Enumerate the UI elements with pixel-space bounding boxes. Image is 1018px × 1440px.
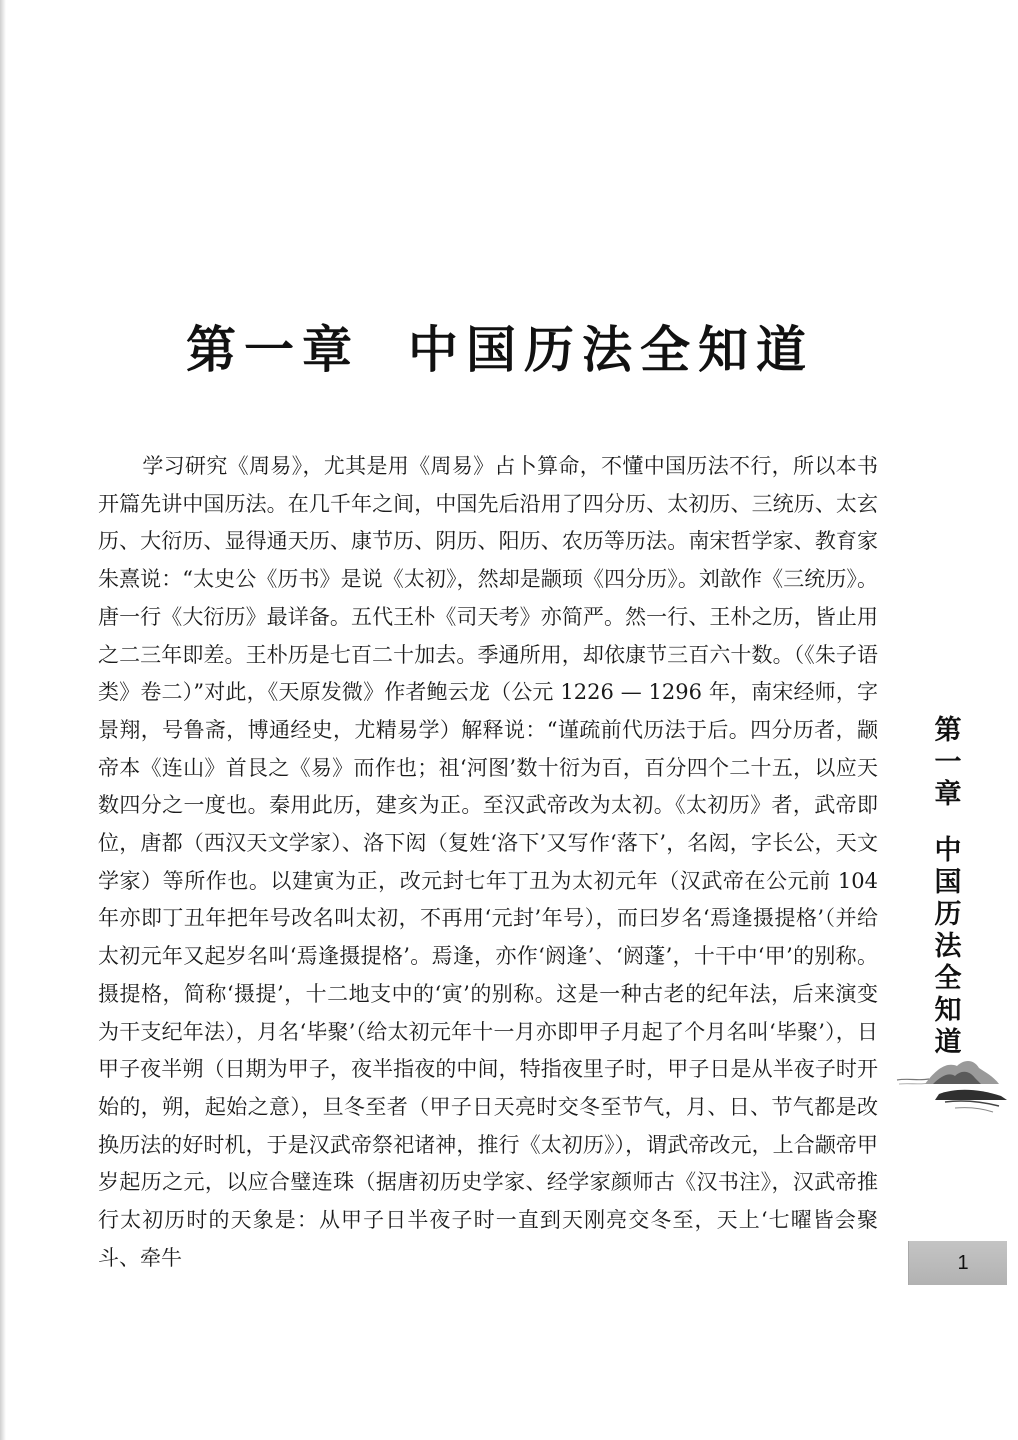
body-paragraph-text: 学习研究《周易》，尤其是用《周易》占卜算命，不懂中国历法不行，所以本书开篇先讲中国历法。在几千年之间，中国先后沿用了四分历、太初历、三统历、太玄历、大衍历、显得通天历、康节历、阴历、阳历、农历等历法。南宋哲学家、教育家朱熹说：“太史公《历书》是说《太初》，然却是颛顼《四分历》。刘歆作《三统历》。唐一行《大衍历》最详备。五代王朴《司天考》亦简严。然一行、王朴之历，皆止用之二三年即差。王朴历是七百二十加去。季通所用，却依康节三百六十数。（《朱子语类》卷二）”对此，《天原发微》作者鲍云龙（公元 1226 — 1296 年，南宋经师，字景翔，号鲁斋，博通经史，尤精易学）解释说：“谨疏前代历法于后。四分历者，颛帝本《连山》首艮之《易》而作也；祖‘河图’数十衍为百，百分四个二十五，以应天数四分之一度也。秦用此历，建亥为正。至汉武帝改为太初。《太初历》者，武帝即位，唐都（西汉天文学家）、洛下闳（复姓‘洛下’又写作‘落下’，名闳，字长公，天文学家）等所作也。以建寅为正，改元封七年丁丑为太初元年（汉武帝在公元前 104 年亦即丁丑年把年号改名叫太初，不再用‘元封’年号），而曰岁名‘焉逢摄提格’（并给太初元年又起岁名叫‘焉逢摄提格’。焉逢，亦作‘阏逢’、‘阏蓬’，十干中‘甲’的别称。摄提格，简称‘摄提’，十二地支中的‘寅’的别称。这是一种古老的纪年法，后来演变为干支纪年法），月名‘毕聚’（给太初元年十一月亦即甲子月起了个月名叫‘毕聚’），日甲子夜半朔（日期为甲子，夜半指夜的中间，特指夜里子时，甲子日是从半夜子时开始的，朔，起始之意），旦冬至者（甲子日天亮时交冬至节气，月、日、节气都是改换历法的好时机，于是汉武帝祭祀诸神，推行《太初历》），谓武帝改元，上合颛帝甲岁起历之元，以应合璧连珠（据唐初历史学家、经学家颜师古《汉书注》，汉武帝推行太初历时的天象是：从甲子日半夜子时一直到天刚亮交冬至，天上‘七曜皆会聚斗、牵牛	[98, 454, 878, 1270]
side-running-head	[930, 715, 966, 1059]
running-head-char: 中	[934, 835, 962, 866]
page-number: 1	[957, 1252, 969, 1274]
landscape-ornament-icon	[895, 1050, 1013, 1120]
running-head-char: 第	[934, 715, 962, 746]
running-head-char: 全	[934, 963, 962, 994]
running-head-gap	[930, 811, 966, 835]
chapter-title	[150, 318, 850, 382]
page-edge-shadow	[0, 0, 6, 1440]
running-head-char: 法	[934, 931, 962, 962]
running-head-char: 道	[934, 1027, 962, 1058]
running-head-char: 一	[934, 747, 962, 778]
running-head-char: 知	[934, 995, 962, 1026]
chapter-title-text: 中国历法全知道	[408, 320, 814, 379]
body-paragraph	[98, 448, 878, 1277]
running-head-char: 历	[934, 899, 962, 930]
running-head-char: 国	[934, 867, 962, 898]
chapter-number-label: 第一章	[186, 320, 360, 379]
running-head-char: 章	[934, 779, 962, 810]
